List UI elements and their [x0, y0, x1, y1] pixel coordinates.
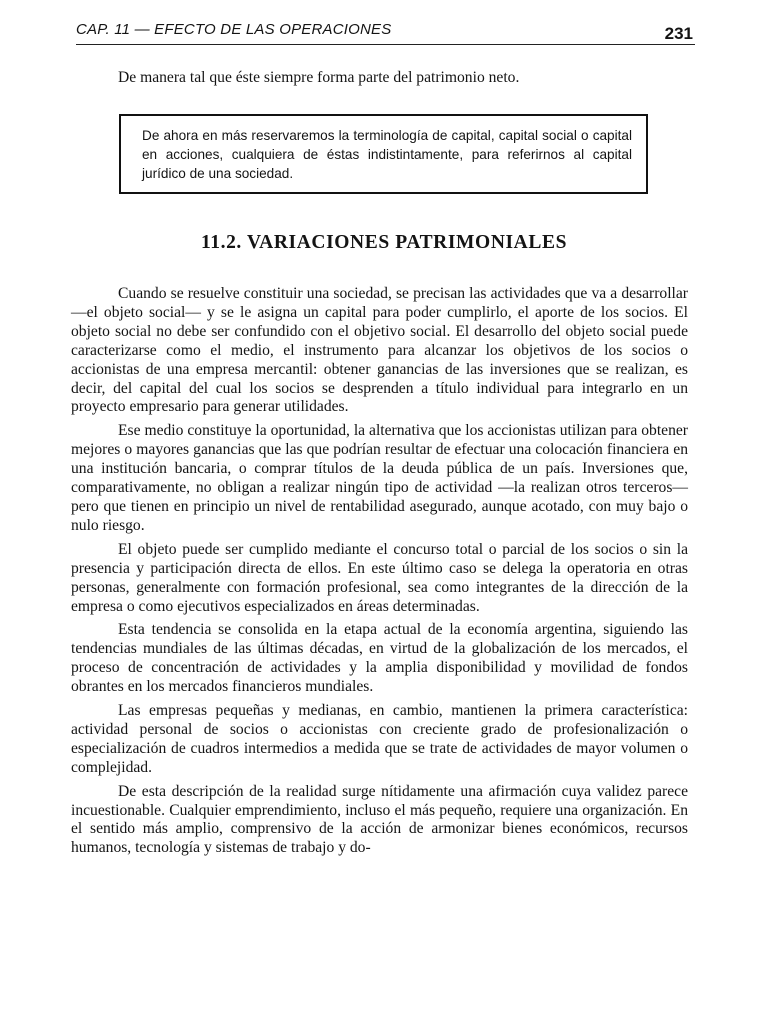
terminology-note-box	[119, 114, 648, 194]
intro-line: De manera tal que éste siempre forma parte del patrimonio neto.	[118, 69, 520, 86]
page-number: 231	[664, 24, 693, 43]
note-text: De ahora en más reservaremos la terminología de capital, capital social o capital en acciones, cualquiera de éstas indistintamente, para referirnos al capital jurídico de una sociedad.	[142, 128, 632, 181]
paragraph: Ese medio constituye la oportunidad, la alternativa que los accionistas utilizan para obtener mejores o mayores ganancias que las que podrían resultar de efectuar una colocación financiera en una institución bancaria, o comprar títulos de la deuda pública de un país. Inversiones que, comparativamente, no obligan a realizar ningún tipo de actividad —la realizan otros terceros— pero que tienen en principio un nivel de rentabilidad asegurado, aunque acotado, con muy bajo o nulo riesgo.	[71, 422, 688, 534]
running-title: CAP. 11 — EFECTO DE LAS OPERACIONES	[76, 21, 392, 38]
running-header	[76, 18, 695, 45]
paragraph: Las empresas pequeñas y medianas, en cambio, mantienen la primera característica: actividad personal de socios o accionistas con creciente grado de profesionalización o especialización de cuadros intermedios a medida que se trate de actividades de mayor volumen o complejidad.	[71, 702, 688, 776]
body-text	[71, 285, 688, 863]
paragraph: Esta tendencia se consolida en la etapa actual de la economía argentina, siguiendo las tendencias mundiales de las últimas décadas, en virtud de la globalización de los mercados, el proceso de concentración de actividades y la amplia disponibilidad y movilidad de fondos obrantes en los mercados financieros mundiales.	[71, 621, 688, 696]
paragraph: El objeto puede ser cumplido mediante el concurso total o parcial de los socios o sin la presencia y participación directa de ellos. En este último caso se delega la operatoria en otras personas, generalmente con formación profesional, sea como integrantes de la dirección de la empresa o como ejecutivos especializados en áreas determinadas.	[71, 540, 688, 615]
section-heading: 11.2. VARIACIONES PATRIMONIALES	[200, 232, 568, 253]
paragraph: Cuando se resuelve constituir una sociedad, se precisan las actividades que va a desarrollar —el objeto social— y se le asigna un capital para poder cumplirlo, el aporte de los socios. El objeto social no debe ser confundido con el objetivo social. El desarrollo del objeto social puede caracterizarse como el medio, el instrumento para alcanzar los objetivos de los socios o accionistas de una empresa mercantil: obtener ganancias de las inversiones que se realizan, es decir, del capital del cual los socios se desprenden a título individual para integrarlo en un proyecto empresario para generar utilidades.	[71, 285, 688, 416]
paragraph: De esta descripción de la realidad surge nítidamente una afirmación cuya validez parece incuestionable. Cualquier emprendimiento, incluso el más pequeño, requiere una organización. En el sentido más amplio, comprensivo de la acción de armonizar bienes económicos, recursos humanos, tecnología y sistemas de trabajo y do-	[71, 782, 688, 857]
